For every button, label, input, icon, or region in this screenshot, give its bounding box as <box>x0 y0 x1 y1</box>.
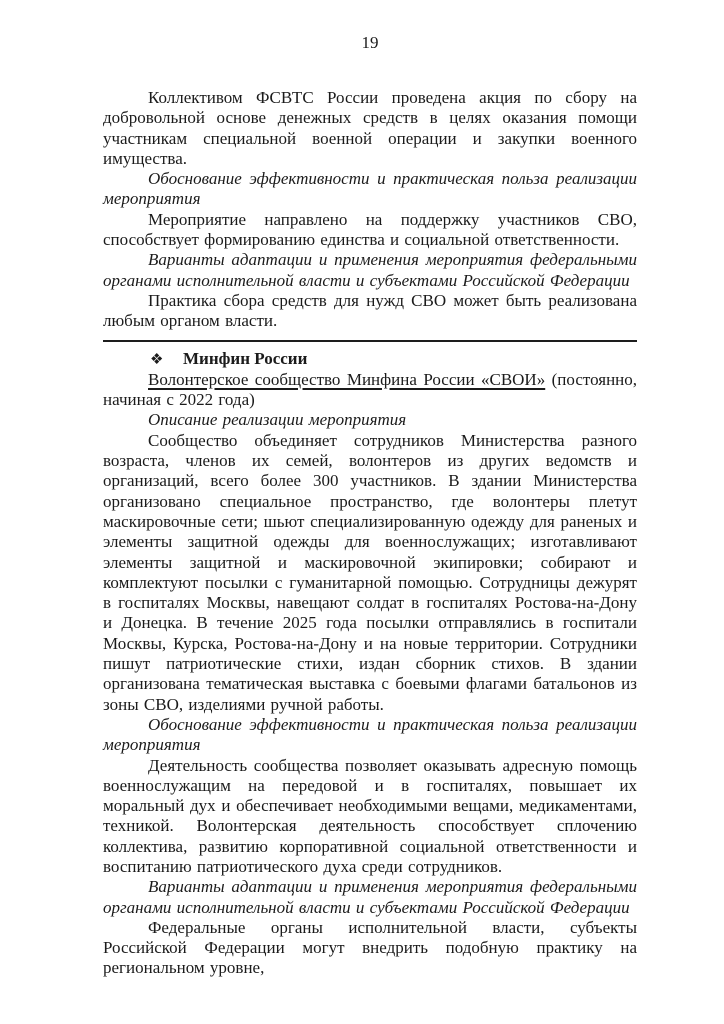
paragraph-fsvts-effectiveness: Мероприятие направлено на поддержку участников СВО, способствует формированию единства и социальной ответственности. <box>103 209 637 250</box>
paragraph-minfin-adaptation: Федеральные органы исполнительной власти, субъекты Российской Федерации могут внедрить подобную практику на региональном уровне, <box>103 917 637 978</box>
heading-fsvts-adaptation: Варианты адаптации и применения мероприятия федеральными органами исполнительной власти и субъектами Российской Федерации <box>103 250 637 290</box>
heading-minfin-adaptation: Варианты адаптации и применения мероприятия федеральными органами исполнительной власти и субъектами Российской Федерации <box>103 877 637 917</box>
paragraph-minfin-effectiveness: Деятельность сообщества позволяет оказывать адресную помощь военнослужащим на передовой и в госпиталях, повышает их моральный дух и обеспечивает необходимыми вещами, медикаментами, техникой. Волонтерская деятельность способствует сплочению коллектива, развитию корпоративной социальной ответственности и воспитанию патриотического духа среди сотрудников. <box>103 755 637 876</box>
org-heading-minfin <box>103 349 637 370</box>
event-title-suffix: (постоянно, начиная с 2022 года) <box>103 369 638 410</box>
paragraph-minfin-description: Сообщество объединяет сотрудников Министерства разного возраста, членов их семей, волонтеров из других ведомств и организаций, всего более 300 участников. В здании Министерства организовано специальное пространство, где волонтеры плетут маскировочные сети; шьют специализированную одежду для раненых и элементы защитной одежды для военнослужащих; изготавливают элементы защитной и маскировочной экипировки; собирают и комплектуют посылки с гуманитарной помощью. Сотрудницы дежурят в госпиталях Москвы, навещают солдат в госпиталях Ростова-на-Дону и Донецка. В течение 2025 года посылки отправлялись в госпитали Москвы, Курска, Ростова-на-Дону и на новые территории. Сотрудники пишут патриотические стихи, издан сборник стихов. В здании организована тематическая выставка с боевыми флагами батальонов из зоны СВО, изделиями ручной работы. <box>103 430 637 714</box>
section-fsvts <box>103 88 637 332</box>
event-title-line <box>103 370 637 411</box>
paragraph-fsvts-collection: Коллективом ФСВТС России проведена акция по сбору на добровольной основе денежных средств в целях оказания помощи участникам специальной военной операции и закупки военного имущества. <box>103 88 637 168</box>
heading-minfin-effectiveness: Обоснование эффективности и практическая польза реализации мероприятия <box>103 714 637 755</box>
event-title: Волонтерское сообщество Минфина России «СВОИ» <box>148 369 546 389</box>
heading-fsvts-effectiveness: Обоснование эффективности и практическая польза реализации мероприятия <box>103 169 637 209</box>
section-divider <box>103 340 637 342</box>
section-minfin <box>103 349 637 979</box>
page-number: 19 <box>361 33 379 52</box>
paragraph-fsvts-adaptation: Практика сбора средств для нужд СВО может быть реализована любым органом власти. <box>103 290 637 331</box>
diamond-bullet-icon: ❖ <box>150 351 164 368</box>
heading-minfin-description: Описание реализации мероприятия <box>148 410 407 430</box>
org-name: Минфин России <box>183 348 308 368</box>
